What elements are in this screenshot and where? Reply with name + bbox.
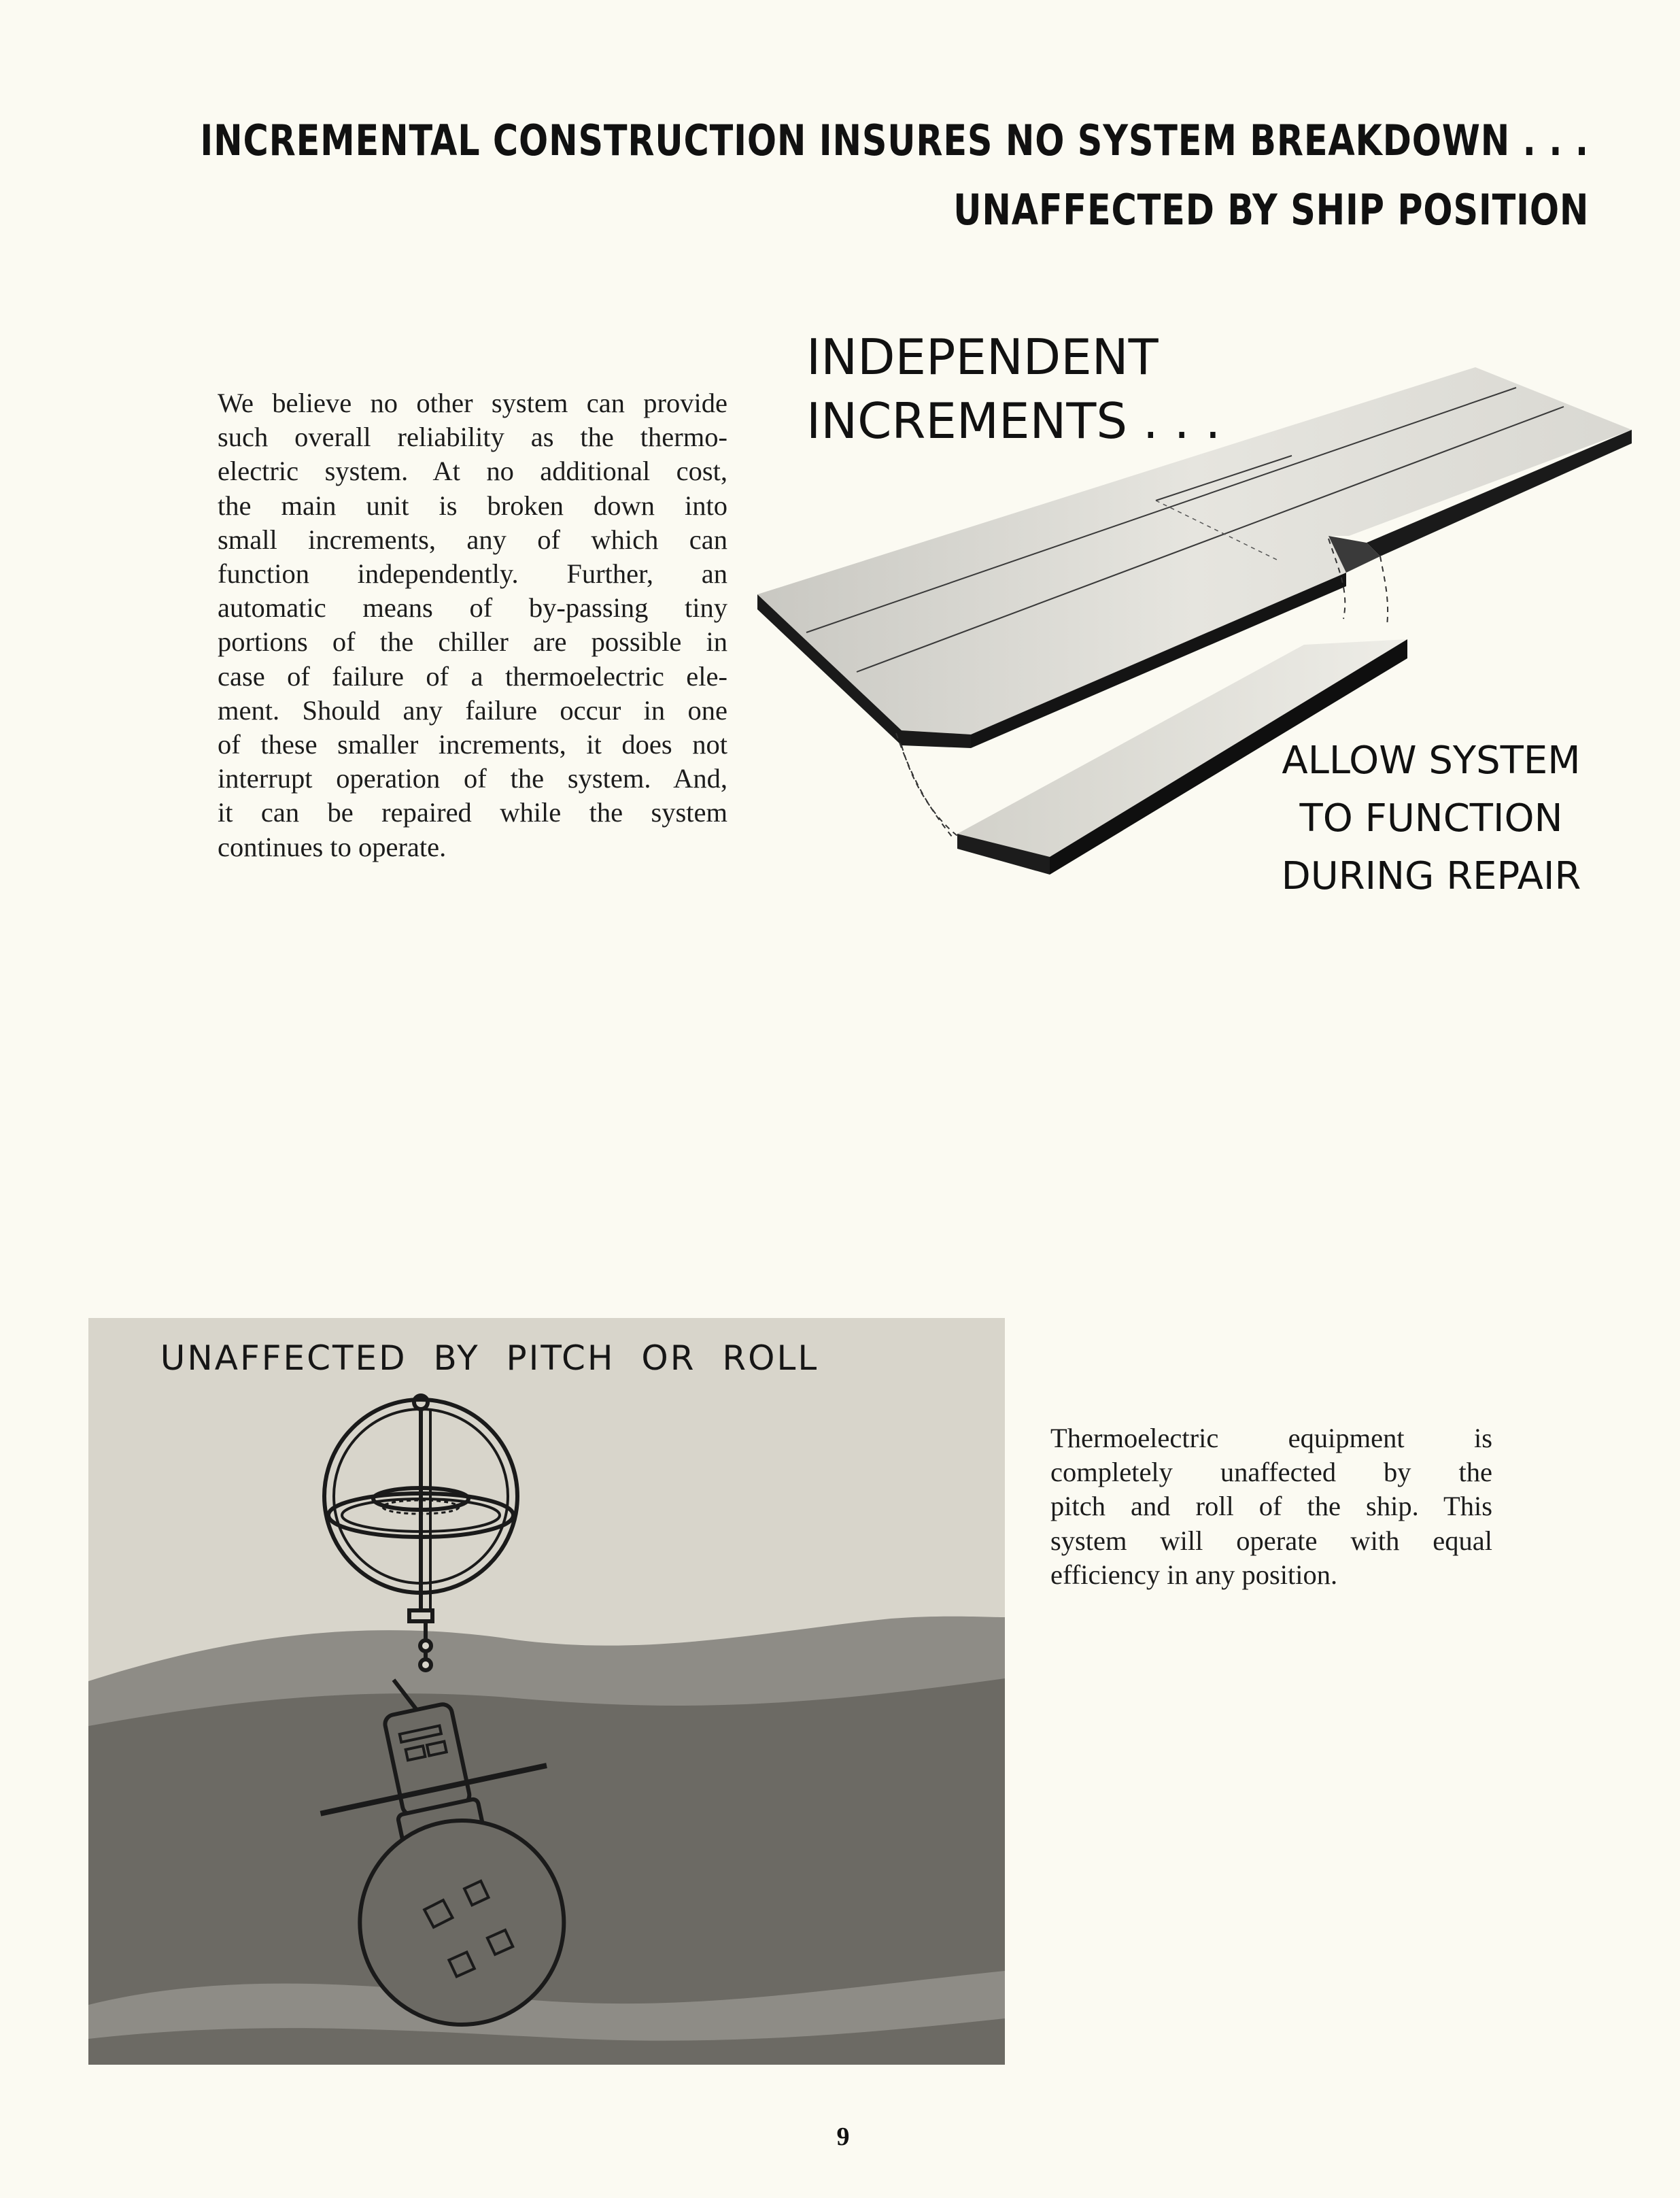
- paragraph-line: Thermoelectric equipment is: [1050, 1423, 1492, 1453]
- paragraph-line: efficiency in any position.: [1050, 1559, 1338, 1590]
- reliability-paragraph: [218, 386, 727, 864]
- paragraph-line: case of failure of a thermoelectric ele-: [218, 660, 727, 692]
- paragraph-line: automatic means of by-passing tiny: [218, 592, 727, 624]
- headline-line-1: INCREMENTAL CONSTRUCTION INSURES NO SYSTEM BREAKDOWN . . .: [200, 116, 1589, 165]
- paragraph-line: ment. Should any failure occur in one: [218, 694, 727, 726]
- gyroscope-submarine-icon: [88, 1318, 1005, 2065]
- page-number: 9: [836, 2123, 850, 2151]
- headline-line-2: UNAFFECTED BY SHIP POSITION: [953, 185, 1589, 235]
- paragraph-line: it can be repaired while the system: [218, 797, 727, 828]
- paragraph-line: system will operate with equal: [1050, 1525, 1492, 1556]
- independent-increments-label-line-2: INCREMENTS . . .: [806, 392, 1221, 450]
- paragraph-line: completely unaffected by the: [1050, 1457, 1492, 1488]
- paragraph-line: pitch and roll of the ship. This: [1050, 1491, 1492, 1522]
- paragraph-line: the main unit is broken down into: [218, 490, 727, 521]
- pitch-roll-paragraph: [1050, 1421, 1492, 1592]
- allow-system-line-2: TO FUNCTION: [1299, 796, 1563, 841]
- independent-increments-label-line-1: INDEPENDENT: [806, 328, 1159, 386]
- paragraph-line: small increments, any of which can: [218, 524, 727, 555]
- pitch-roll-illustration: [88, 1318, 1005, 2065]
- gyroscope-icon: [324, 1396, 517, 1672]
- allow-system-line-1: ALLOW SYSTEM: [1282, 739, 1581, 783]
- paragraph-line: continues to operate.: [218, 831, 447, 862]
- main-slab: [757, 367, 1632, 748]
- paragraph-line: electric system. At no additional cost,: [218, 456, 727, 487]
- pitch-roll-title: UNAFFECTED BY PITCH OR ROLL: [160, 1338, 819, 1378]
- paragraph-line: such overall reliability as the thermo-: [218, 422, 727, 453]
- paragraph-line: of these smaller increments, it does not: [218, 729, 727, 760]
- paragraph-line: portions of the chiller are possible in: [218, 626, 727, 658]
- paragraph-line: We believe no other system can provide: [218, 388, 727, 418]
- allow-system-label: [1268, 732, 1594, 905]
- allow-system-line-3: DURING REPAIR: [1281, 854, 1581, 898]
- paragraph-line: interrupt operation of the system. And,: [218, 763, 727, 794]
- paragraph-line: function independently. Further, an: [218, 558, 727, 590]
